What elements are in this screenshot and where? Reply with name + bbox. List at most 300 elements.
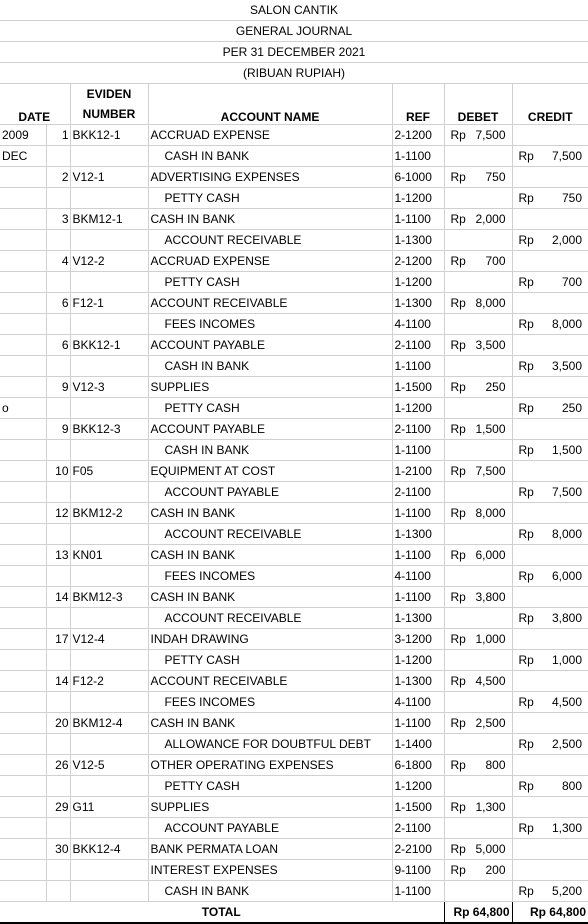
cell-day: 14: [46, 671, 70, 692]
cell-day: [46, 188, 70, 209]
cell-evidence: BKK12-1: [70, 335, 148, 356]
cell-credit-value: 7,500: [551, 485, 582, 499]
cell-credit-value: 2,000: [551, 233, 582, 247]
cell-ref: 2-1100: [392, 482, 444, 503]
cell-day: [46, 692, 70, 713]
cell-ref: 1-1100: [392, 713, 444, 734]
cell-evidence: [70, 818, 148, 839]
table-row: [0, 209, 588, 230]
cell-account: ALLOWANCE FOR DOUBTFUL DEBT: [148, 734, 392, 755]
cell-ref: 6-1000: [392, 167, 444, 188]
cell-ref: 4-1100: [392, 692, 444, 713]
cell-evidence: BKM12-1: [70, 209, 148, 230]
cell-debit: [444, 356, 512, 377]
table-row: [0, 314, 588, 335]
table-row: [0, 860, 588, 881]
table-row: [0, 503, 588, 524]
cell-ref: 1-1200: [392, 272, 444, 293]
table-row: [0, 587, 588, 608]
currency-label: Rp: [518, 884, 534, 898]
cell-account: ACCOUNT RECEIVABLE: [148, 671, 392, 692]
cell-account: ACCOUNT PAYABLE: [148, 482, 392, 503]
cell-credit: [512, 251, 588, 272]
cell-credit: [512, 377, 588, 398]
table-row: [0, 545, 588, 566]
cell-account: CASH IN BANK: [148, 881, 392, 902]
cell-credit-value: 250: [561, 401, 582, 415]
cell-date: [0, 755, 46, 776]
cell-date: [0, 251, 46, 272]
cell-evidence: V12-5: [70, 755, 148, 776]
cell-evidence: [70, 881, 148, 902]
currency-label: Rp: [450, 422, 466, 436]
cell-credit: [512, 419, 588, 440]
table-row: [0, 230, 588, 251]
cell-credit: [512, 398, 588, 419]
cell-evidence: [70, 230, 148, 251]
cell-account: SUPPLIES: [148, 377, 392, 398]
cell-date: [0, 293, 46, 314]
cell-credit-value: 1,500: [551, 443, 582, 457]
cell-credit-value: 3,800: [551, 611, 582, 625]
cell-date: [0, 356, 46, 377]
cell-evidence: BKK12-4: [70, 839, 148, 860]
currency-label: Rp: [450, 800, 466, 814]
cell-debit: [444, 797, 512, 818]
cell-ref: 1-1100: [392, 146, 444, 167]
currency-label: Rp: [450, 863, 466, 877]
cell-debit: [444, 398, 512, 419]
cell-credit: [512, 587, 588, 608]
cell-credit: [512, 734, 588, 755]
cell-debit: [444, 545, 512, 566]
cell-credit-value: 8,000: [551, 527, 582, 541]
cell-day: 6: [46, 293, 70, 314]
currency-label: Rp: [518, 695, 534, 709]
cell-debit: [444, 671, 512, 692]
cell-day: [46, 881, 70, 902]
currency-label: Rp: [518, 779, 534, 793]
cell-day: [46, 272, 70, 293]
total-debit: Rp 64,800: [444, 902, 512, 924]
cell-ref: 1-1100: [392, 356, 444, 377]
cell-debit: [444, 440, 512, 461]
cell-evidence: V12-1: [70, 167, 148, 188]
cell-debit: [444, 713, 512, 734]
table-row: [0, 776, 588, 797]
cell-day: [46, 440, 70, 461]
currency-label: Rp: [518, 317, 534, 331]
table-row: [0, 461, 588, 482]
cell-date: [0, 419, 46, 440]
period-label: PER 31 DECEMBER 2021: [0, 42, 588, 63]
cell-date: [0, 797, 46, 818]
cell-date: o: [0, 398, 46, 419]
cell-ref: 1-1200: [392, 650, 444, 671]
cell-credit: [512, 755, 588, 776]
cell-ref: 1-1500: [392, 377, 444, 398]
cell-account: ACCOUNT RECEIVABLE: [148, 608, 392, 629]
cell-evidence: G11: [70, 797, 148, 818]
cell-date: [0, 482, 46, 503]
cell-account: CASH IN BANK: [148, 440, 392, 461]
cell-credit-value: 2,500: [551, 737, 582, 751]
cell-ref: 6-1800: [392, 755, 444, 776]
cell-debit-value: 1,300: [475, 800, 506, 814]
cell-evidence: BKM12-2: [70, 503, 148, 524]
cell-date: [0, 839, 46, 860]
cell-day: [46, 230, 70, 251]
cell-ref: 1-1200: [392, 188, 444, 209]
cell-evidence: [70, 860, 148, 881]
cell-ref: 9-1100: [392, 860, 444, 881]
table-row: [0, 692, 588, 713]
table-row: [0, 608, 588, 629]
cell-day: 9: [46, 419, 70, 440]
cell-date: [0, 524, 46, 545]
cell-account: INDAH DRAWING: [148, 629, 392, 650]
cell-date: 2009: [0, 125, 46, 146]
cell-account: FEES INCOMES: [148, 566, 392, 587]
cell-account: FEES INCOMES: [148, 314, 392, 335]
cell-ref: 1-1500: [392, 797, 444, 818]
cell-credit-value: 6,000: [551, 569, 582, 583]
currency-label: Rp: [518, 611, 534, 625]
cell-evidence: [70, 188, 148, 209]
currency-label: Rp: [450, 380, 466, 394]
cell-account: PETTY CASH: [148, 398, 392, 419]
cell-debit: [444, 377, 512, 398]
cell-account: FEES INCOMES: [148, 692, 392, 713]
table-row: [0, 188, 588, 209]
header-row: [0, 84, 588, 125]
cell-debit-value: 200: [485, 863, 506, 877]
cell-account: OTHER OPERATING EXPENSES: [148, 755, 392, 776]
table-row: [0, 629, 588, 650]
cell-account: ACCRUAD EXPENSE: [148, 125, 392, 146]
cell-credit: [512, 230, 588, 251]
cell-evidence: F05: [70, 461, 148, 482]
cell-date: [0, 776, 46, 797]
cell-credit: [512, 860, 588, 881]
cell-ref: 2-1100: [392, 335, 444, 356]
cell-date: [0, 377, 46, 398]
cell-date: [0, 314, 46, 335]
currency-label: Rp: [518, 527, 534, 541]
currency-label: Rp: [518, 233, 534, 247]
cell-ref: 1-1300: [392, 671, 444, 692]
cell-debit: [444, 629, 512, 650]
table-row: [0, 146, 588, 167]
cell-debit: [444, 209, 512, 230]
currency-label: Rp: [450, 842, 466, 856]
cell-account: CASH IN BANK: [148, 503, 392, 524]
table-row: [0, 335, 588, 356]
cell-date: [0, 230, 46, 251]
table-row: [0, 734, 588, 755]
currency-label: Rp: [450, 212, 466, 226]
cell-date: [0, 545, 46, 566]
cell-debit-value: 700: [485, 254, 506, 268]
cell-credit: [512, 293, 588, 314]
cell-credit: [512, 776, 588, 797]
total-label: TOTAL: [0, 902, 444, 924]
cell-day: [46, 818, 70, 839]
cell-date: [0, 734, 46, 755]
table-row: [0, 398, 588, 419]
cell-debit-value: 4,500: [475, 674, 506, 688]
cell-date: [0, 566, 46, 587]
cell-ref: 2-1100: [392, 818, 444, 839]
table-row: [0, 440, 588, 461]
cell-credit-value: 7,500: [551, 149, 582, 163]
cell-credit: [512, 692, 588, 713]
col-evidence-bottom: NUMBER: [82, 107, 136, 121]
cell-ref: 1-1300: [392, 293, 444, 314]
journal-title: GENERAL JOURNAL: [0, 21, 588, 42]
currency-label: Rp: [518, 443, 534, 457]
cell-credit: [512, 797, 588, 818]
cell-evidence: F12-2: [70, 671, 148, 692]
cell-day: [46, 356, 70, 377]
cell-ref: 4-1100: [392, 566, 444, 587]
col-evidence-top: EVIDEN: [86, 87, 132, 101]
cell-credit: [512, 440, 588, 461]
table-row: [0, 818, 588, 839]
cell-date: [0, 587, 46, 608]
cell-ref: 1-2100: [392, 461, 444, 482]
table-row: [0, 650, 588, 671]
cell-day: [46, 524, 70, 545]
cell-debit-value: 8,000: [475, 506, 506, 520]
cell-debit: [444, 503, 512, 524]
cell-credit: [512, 629, 588, 650]
cell-credit: [512, 566, 588, 587]
cell-debit: [444, 230, 512, 251]
cell-date: [0, 335, 46, 356]
cell-ref: 3-1200: [392, 629, 444, 650]
cell-debit: [444, 524, 512, 545]
cell-evidence: [70, 566, 148, 587]
currency-label: Rp: [450, 758, 466, 772]
cell-ref: 1-1100: [392, 587, 444, 608]
cell-debit-value: 2,500: [475, 716, 506, 730]
cell-ref: 1-1200: [392, 776, 444, 797]
col-ref: REF: [392, 84, 444, 125]
cell-evidence: [70, 776, 148, 797]
cell-account: ACCOUNT PAYABLE: [148, 818, 392, 839]
cell-ref: 1-1300: [392, 230, 444, 251]
cell-day: [46, 734, 70, 755]
currency-label: Rp: [518, 191, 534, 205]
cell-debit-value: 1,000: [475, 632, 506, 646]
cell-account: EQUIPMENT AT COST: [148, 461, 392, 482]
cell-debit: [444, 692, 512, 713]
cell-debit: [444, 272, 512, 293]
cell-debit: [444, 188, 512, 209]
cell-credit: [512, 713, 588, 734]
cell-debit: [444, 566, 512, 587]
currency-label: Rp: [450, 254, 466, 268]
cell-date: [0, 692, 46, 713]
cell-date: [0, 272, 46, 293]
cell-account: ACCOUNT RECEIVABLE: [148, 524, 392, 545]
cell-ref: 2-1200: [392, 251, 444, 272]
cell-evidence: [70, 524, 148, 545]
cell-date: [0, 209, 46, 230]
cell-day: 26: [46, 755, 70, 776]
cell-evidence: [70, 146, 148, 167]
col-credit: CREDIT: [512, 84, 588, 125]
table-row: [0, 755, 588, 776]
cell-credit: [512, 209, 588, 230]
cell-evidence: [70, 356, 148, 377]
cell-evidence: [70, 692, 148, 713]
cell-evidence: [70, 734, 148, 755]
currency-label: Rp: [518, 275, 534, 289]
currency-label: Rp: [450, 548, 466, 562]
cell-ref: 4-1100: [392, 314, 444, 335]
cell-date: [0, 461, 46, 482]
cell-credit: [512, 272, 588, 293]
cell-credit-value: 1,000: [551, 653, 582, 667]
cell-debit: [444, 734, 512, 755]
table-row: [0, 377, 588, 398]
cell-account: SUPPLIES: [148, 797, 392, 818]
table-row: [0, 482, 588, 503]
cell-debit-value: 800: [485, 758, 506, 772]
cell-evidence: BKK12-1: [70, 125, 148, 146]
cell-credit-value: 3,500: [551, 359, 582, 373]
cell-day: [46, 566, 70, 587]
cell-day: 9: [46, 377, 70, 398]
cell-date: [0, 860, 46, 881]
cell-day: 30: [46, 839, 70, 860]
cell-debit-value: 250: [485, 380, 506, 394]
unit-label: (RIBUAN RUPIAH): [0, 63, 588, 84]
cell-debit: [444, 482, 512, 503]
cell-day: [46, 398, 70, 419]
cell-credit: [512, 314, 588, 335]
cell-ref: 1-1100: [392, 545, 444, 566]
cell-debit-value: 6,000: [475, 548, 506, 562]
cell-account: ACCRUAD EXPENSE: [148, 251, 392, 272]
cell-credit-value: 1,300: [551, 821, 582, 835]
currency-label: Rp: [518, 485, 534, 499]
cell-evidence: [70, 314, 148, 335]
cell-account: INTEREST EXPENSES: [148, 860, 392, 881]
cell-ref: 1-1100: [392, 209, 444, 230]
cell-credit: [512, 335, 588, 356]
cell-evidence: KN01: [70, 545, 148, 566]
cell-day: [46, 776, 70, 797]
cell-credit-value: 4,500: [551, 695, 582, 709]
cell-ref: 2-1200: [392, 125, 444, 146]
cell-account: CASH IN BANK: [148, 146, 392, 167]
cell-day: 2: [46, 167, 70, 188]
cell-date: [0, 713, 46, 734]
currency-label: Rp: [450, 716, 466, 730]
cell-account: ADVERTISING EXPENSES: [148, 167, 392, 188]
cell-ref: 1-1100: [392, 440, 444, 461]
company-name: SALON CANTIK: [0, 0, 588, 21]
cell-credit: [512, 356, 588, 377]
cell-debit: [444, 335, 512, 356]
cell-ref: 1-1300: [392, 524, 444, 545]
cell-date: [0, 167, 46, 188]
cell-account: CASH IN BANK: [148, 713, 392, 734]
currency-label: Rp: [450, 674, 466, 688]
table-row: [0, 671, 588, 692]
cell-credit-value: 750: [561, 191, 582, 205]
total-row: [0, 902, 588, 924]
cell-debit-value: 1,500: [475, 422, 506, 436]
journal-table: [0, 84, 588, 924]
cell-evidence: [70, 440, 148, 461]
cell-day: 6: [46, 335, 70, 356]
cell-ref: 1-1100: [392, 503, 444, 524]
table-row: [0, 272, 588, 293]
cell-debit: [444, 755, 512, 776]
cell-account: CASH IN BANK: [148, 587, 392, 608]
col-date: DATE: [0, 84, 70, 125]
cell-debit-value: 3,500: [475, 338, 506, 352]
cell-debit-value: 7,500: [475, 464, 506, 478]
cell-day: [46, 482, 70, 503]
cell-debit-value: 7,500: [475, 128, 506, 142]
cell-debit: [444, 125, 512, 146]
cell-debit: [444, 860, 512, 881]
cell-credit: [512, 818, 588, 839]
cell-evidence: V12-4: [70, 629, 148, 650]
cell-credit: [512, 188, 588, 209]
table-row: [0, 125, 588, 146]
table-row: [0, 293, 588, 314]
cell-evidence: [70, 272, 148, 293]
cell-credit: [512, 167, 588, 188]
cell-ref: 1-1100: [392, 881, 444, 902]
currency-label: Rp: [518, 569, 534, 583]
cell-date: [0, 503, 46, 524]
cell-credit: [512, 881, 588, 902]
table-row: [0, 566, 588, 587]
cell-account: PETTY CASH: [148, 272, 392, 293]
cell-ref: 2-1100: [392, 419, 444, 440]
cell-date: [0, 650, 46, 671]
cell-debit: [444, 314, 512, 335]
cell-debit-value: 3,800: [475, 590, 506, 604]
cell-credit: [512, 503, 588, 524]
table-row: [0, 167, 588, 188]
table-row: [0, 356, 588, 377]
cell-credit: [512, 608, 588, 629]
cell-debit: [444, 776, 512, 797]
cell-debit-value: 5,000: [475, 842, 506, 856]
cell-credit: [512, 146, 588, 167]
table-row: [0, 251, 588, 272]
cell-day: 4: [46, 251, 70, 272]
cell-date: [0, 440, 46, 461]
cell-credit: [512, 125, 588, 146]
cell-evidence: BKM12-4: [70, 713, 148, 734]
cell-account: ACCOUNT RECEIVABLE: [148, 230, 392, 251]
cell-day: 1: [46, 125, 70, 146]
cell-day: 29: [46, 797, 70, 818]
cell-date: [0, 188, 46, 209]
currency-label: Rp: [450, 506, 466, 520]
cell-date: [0, 881, 46, 902]
currency-label: Rp: [450, 296, 466, 310]
